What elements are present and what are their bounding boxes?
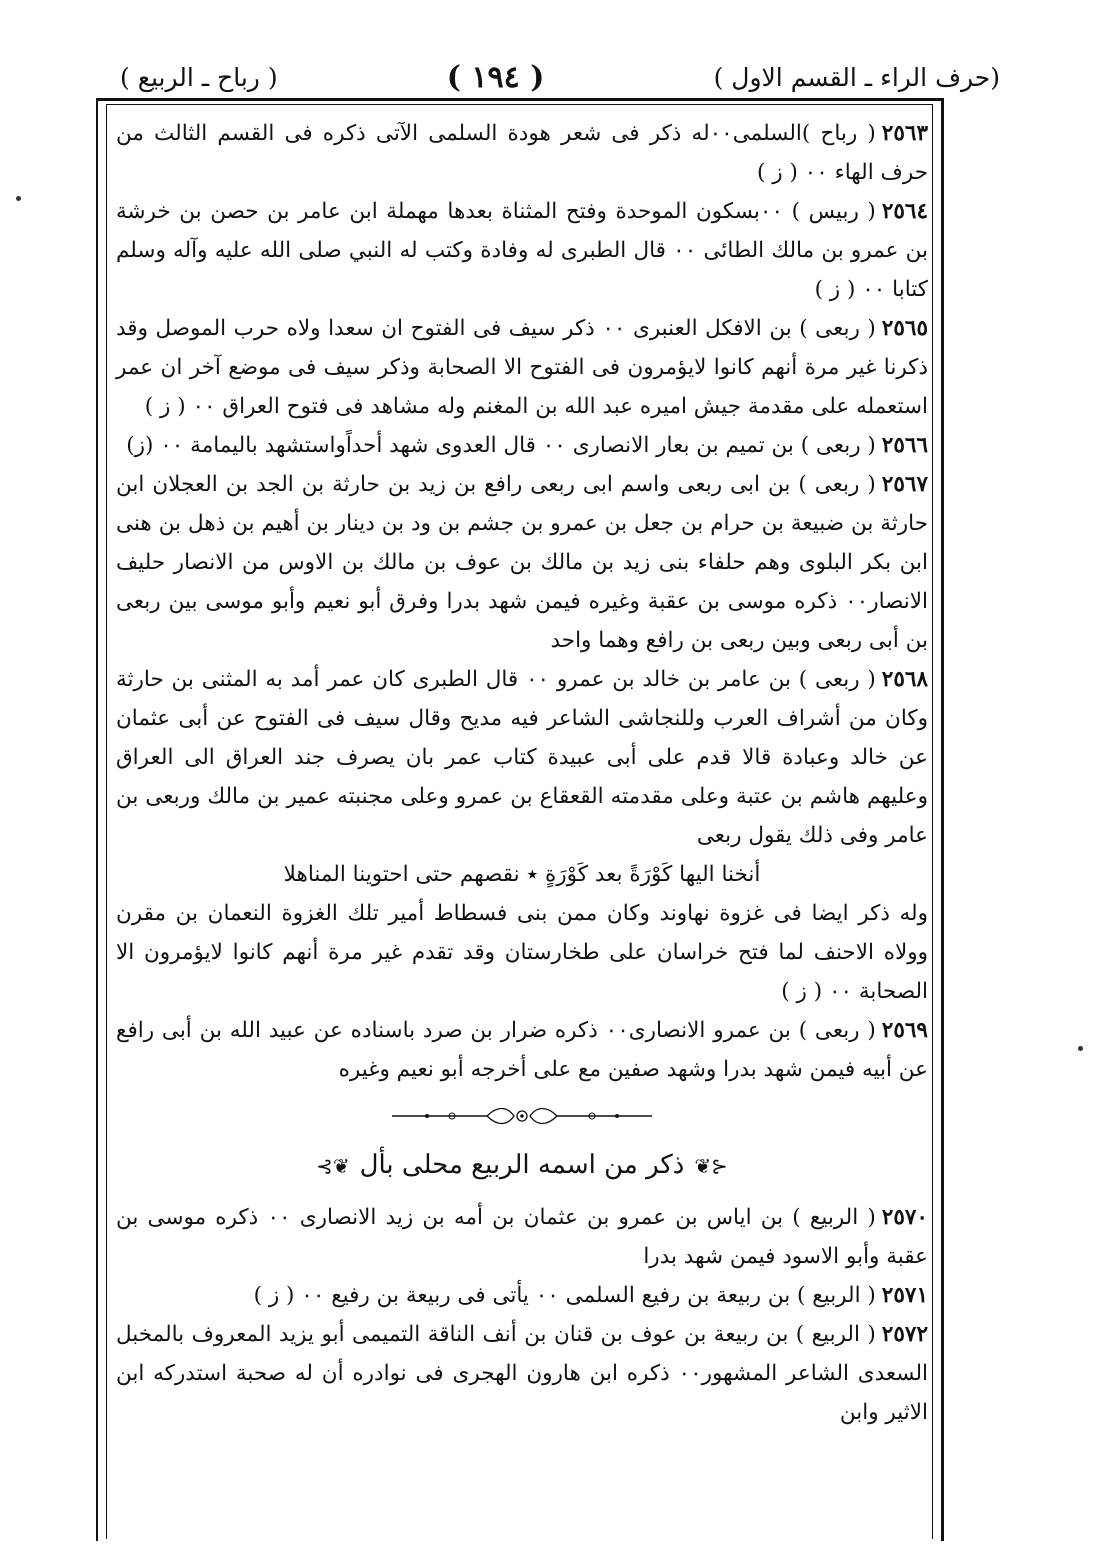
header-section-title: (حرف الراء ـ القسم الاول ) xyxy=(713,62,1000,92)
entry-text: ( ربيس ) ٠٠بسكون الموحدة وفتح المثناة بعدها مهملة ابن عامر بن حصن بن خرشة بن عمرو بن مالك الطائى ٠٠ قال الطبرى له وفادة وكتب له النبي صلى الله عليه وآله وسلم كتابا ٠٠ ( ز ) xyxy=(116,199,929,302)
entry xyxy=(116,1315,928,1432)
entry xyxy=(116,426,928,465)
entry-number: ٢٥٦٨ xyxy=(881,667,928,692)
entry-number: ٢٥٦٤ xyxy=(881,199,929,224)
section-heading xyxy=(116,1143,928,1188)
entry-number: ٢٥٦٧ xyxy=(881,472,928,497)
entry xyxy=(116,309,928,426)
entry-text: ( ربعى ) بن تميم بن بعار الانصارى ٠٠ قال العدوى شهد أحداًواستشهد باليمامة ٠٠ (ز) xyxy=(126,433,876,458)
entry-text: ( ربعى ) بن ابى ربعى واسم ابى ربعى رافع بن زيد بن حارثة بن الجد بن العجلان ابن حارثة بن ضبيعة بن حرام بن جعل بن عمرو بن جشم بن ود بن دينار بن أهيم بن ذهل بن هنى ابن بكر البلوى وهم حلفاء بنى زيد بن مالك بن عوف بن مالك بن الاوس من الانصار حليف الانصار٠٠ ذكره موسى بن عقبة وغيره فيمن شهد بدرا وفرق أبو نعيم وأبو موسى بين ربعى بن أبى ربعى وبين ربعى بن رافع وهما واحد xyxy=(116,472,928,653)
page-number: ( ١٩٤ ) xyxy=(446,59,545,95)
poetry-verse: أنخنا اليها كَوْرَةً بعد كَوْرَةٍ ٭ نقصهم حتى احتوينا المناهلا xyxy=(283,862,761,887)
entry xyxy=(116,465,928,660)
entry-text: ( الربيع ) بن اياس بن عمرو بن عثمان بن أمه بن زيد الانصارى ٠٠ ذكره موسى بن عقبة وأبو الاسود فيمن شهد بدرا xyxy=(116,1205,928,1269)
entry-text: ( رباح )السلمى٠٠له ذكر فى شعر هودة السلمى الآتى ذكره فى القسم الثالث من حرف الهاء ٠٠ ( ز ) xyxy=(116,121,928,185)
entry-text: ( ربعى ) بن الافكل العنبرى ٠٠ ذكر سيف فى الفتوح ان سعدا ولاه حرب الموصل وقد ذكرنا غير مرة أنهم كانوا لايؤمرون فى الفتوح الا الصحابة وذكر سيف فى موضع آخر ان عمر استعمله على مقدمة جيش اميره عبد الله بن المغنم وله مشاهد فى فتوح العراق ٠٠ ( ز ) xyxy=(116,316,928,419)
entry-number: ٢٥٧٢ xyxy=(881,1322,928,1347)
ornamental-divider xyxy=(392,1103,652,1129)
entry xyxy=(116,192,928,309)
entry xyxy=(116,1198,928,1276)
entry-number: ٢٥٦٩ xyxy=(881,1018,928,1043)
entry-text: ( الربيع ) بن ربيعة بن رفيع السلمى ٠٠ يأتى فى ربيعة بن رفيع ٠٠ ( ز ) xyxy=(253,1283,876,1308)
page-header xyxy=(120,52,1000,102)
entry-text: ( ربعى ) بن عامر بن خالد بن عمرو ٠٠ قال الطبرى كان عمر أمد به المثنى بن حارثة وكان من أشراف العرب وللنجاشى الشاعر فيه مديح وقال سيف فى الفتوح عن أبى عثمان عن خالد وعبادة قالا قدم على أبى عبيدة كتاب عمر بان يصرف جند العراق الى العراق وعليهم هاشم بن عتبة وعلى مقدمته القعقاع بن عمرو وعلى مجنبته عمير بن مالك وربعى بن عامر وفى ذلك يقول ربعى xyxy=(116,667,928,848)
entry xyxy=(116,1276,928,1315)
entry-number: ٢٥٦٥ xyxy=(881,316,928,341)
entry-continuation: وله ذكر ايضا فى غزوة نهاوند وكان ممن بنى فسطاط أمير تلك الغزوة النعمان بن مقرن وولاه الاحنف لما فتح خراسان على طخارستان وقد تقدم غير مرة أنهم كانوا لايؤمرون الا الصحابة ٠٠ ( ز ) xyxy=(116,901,928,1004)
ornament-icon: ❦⊱ xyxy=(316,1154,350,1178)
ornament-icon: ⊰❦ xyxy=(694,1154,728,1178)
scan-speck xyxy=(16,196,21,201)
entry-number: ٢٥٧٠ xyxy=(881,1205,928,1230)
entry-number: ٢٥٧١ xyxy=(881,1283,928,1308)
entry xyxy=(116,114,928,192)
page-content xyxy=(116,114,928,1432)
section-heading-text: ذكر من اسمه الربيع محلى بأل xyxy=(359,1150,685,1180)
scan-speck xyxy=(1078,1046,1083,1051)
entry-number: ٢٥٦٣ xyxy=(881,121,928,146)
header-entry-range: ( رباح ـ الربيع ) xyxy=(120,62,278,92)
entry-text: ( الربيع ) بن ربيعة بن عوف بن قنان بن أنف الناقة التميمى أبو يزيد المعروف بالمخبل السعدى الشاعر المشهور٠٠ ذكره ابن هارون الهجرى فى نوادره أن له صحبة استدركه ابن الاثير وابن xyxy=(116,1322,928,1425)
entry-text: ( ربعى ) بن عمرو الانصارى٠٠ ذكره ضرار بن صرد باسناده عن عبيد الله بن أبى رافع عن أبيه فيمن شهد بدرا وشهد صفين مع على أخرجه أبو نعيم وغيره xyxy=(116,1018,928,1082)
entry-number: ٢٥٦٦ xyxy=(881,433,928,458)
entry xyxy=(116,1011,928,1089)
entry xyxy=(116,660,928,855)
